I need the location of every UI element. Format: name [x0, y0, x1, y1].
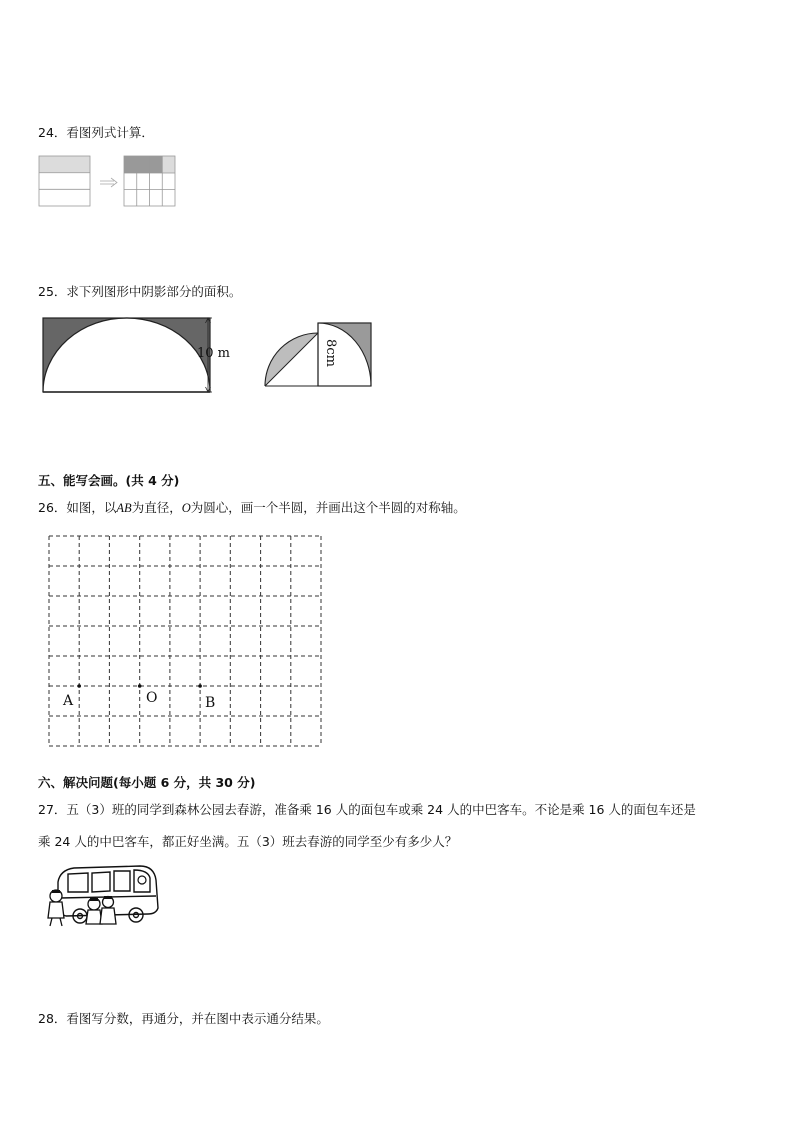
q24-figure — [38, 155, 180, 209]
question-28: 28．看图写分数，再通分，并在图中表示通分结果。 — [38, 1011, 329, 1026]
q26-dashed-grid — [47, 534, 325, 750]
q26-rest: 为圆心，画一个半圆，并画出这个半圆的对称轴。 — [190, 500, 466, 515]
label-b: B — [205, 695, 216, 711]
label-square-side: 8cm — [322, 339, 338, 367]
point-o-dot — [138, 684, 142, 688]
question-26 — [38, 499, 466, 517]
question-25: 25．求下列图形中阴影部分的面积。 — [38, 284, 242, 299]
label-rect-height: 10 m — [197, 346, 231, 361]
section-6-title: 六、解决问题(每小题 6 分，共 30 分) — [38, 775, 256, 790]
question-24: 24．看图列式计算． — [38, 125, 154, 140]
q26-ab: AB — [116, 501, 132, 515]
q26-o: O — [181, 501, 191, 515]
q24-right-rect — [124, 156, 175, 206]
question-27-line-1: 27．五（3）班的同学到森林公园去春游，准备乘 16 人的面包车或乘 24 人的中巴客车。不论是乘 16 人的面包车还是 — [38, 802, 696, 817]
question-27-line-2: 乘 24 人的中巴客车，都正好坐满。五（3）班去春游的同学至少有多少人？ — [38, 834, 458, 849]
label-a: A — [63, 693, 74, 709]
point-a-dot — [77, 684, 81, 688]
section-5-title: 五、能写会画。(共 4 分) — [38, 473, 180, 488]
q24-left-rect — [39, 156, 90, 206]
q26-mid: 为直径， — [131, 500, 182, 515]
q25-figure-quarter-circles — [262, 321, 376, 391]
label-o: O — [146, 690, 158, 706]
q26-prefix: 26．如图，以 — [38, 500, 117, 515]
point-b-dot — [198, 684, 202, 688]
bus-illustration — [44, 862, 164, 928]
right-arrow-icon — [100, 178, 117, 187]
